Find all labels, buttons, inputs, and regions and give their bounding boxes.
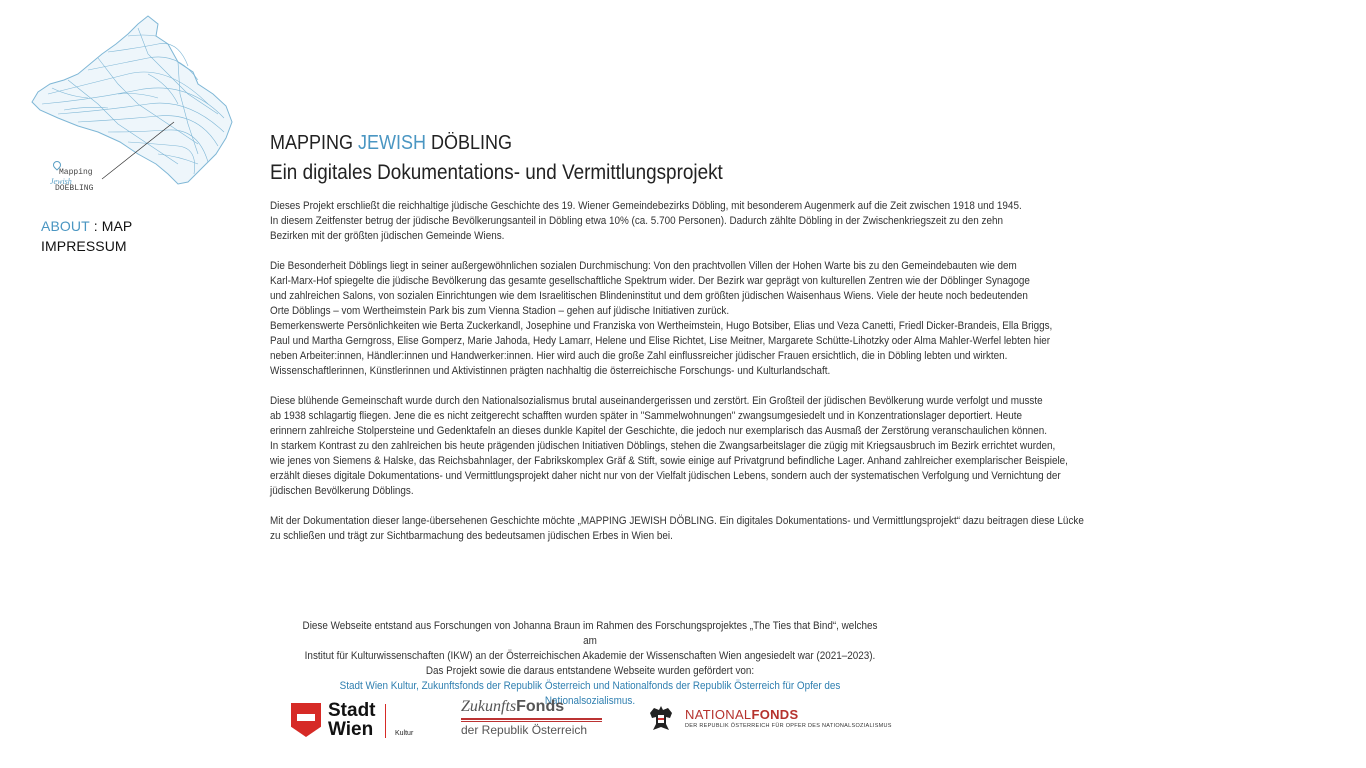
page-title [270,130,512,156]
credits [302,619,878,709]
austrian-eagle-icon [648,704,674,732]
about-text [270,199,1089,559]
paragraph-intro: Dieses Projekt erschließt die reichhaltige jüdische Geschichte des 19. Wiener Gemeindebezirks Döbling, mit besonderem Augenmerk auf die Zeit zwischen 1918 und 1945. In diesem Zeitfenster betrug der jüdische Bevölkerungsanteil in Döbling etwa 10% (ca. 5.700 Personen). Dadurch zählte Döbling in der Zwischenkriegszeit zu den zehn Bezirken mit der größten jüdischen Gemeinde Wiens. [270,200,1022,242]
title-part-1: MAPPING [270,132,359,154]
zf-logo-sub: der Republik Österreich [461,723,588,737]
wien-divider [385,704,386,738]
logo-text-jewish: Jewish [50,177,72,186]
wien-logo-line1: Stadt [328,700,376,721]
nf-logo-light: NATIONAL [685,707,752,722]
nav-map-link[interactable]: MAP [101,218,133,234]
nav-about-link[interactable]: ABOUT [41,218,90,234]
logo-text-doebling: DOEBLING [55,184,94,193]
title-highlight: JEWISH [358,132,427,154]
zf-logo-title [461,698,564,716]
stadt-wien-logo[interactable] [291,698,421,742]
nav-separator: : [93,218,98,234]
zf-logo-rule [461,718,602,720]
funders-link[interactable]: Stadt Wien Kultur, Zukunftsfonds der Republik Österreich und Nationalfonds der Republik Österreich für Opfer des Nationalsozialismus. [339,680,841,707]
nf-logo-sub: DER REPUBLIK ÖSTERREICH FÜR OPFER DES NATIONALSOZIALISMUS [685,723,892,729]
nav-impressum-link[interactable]: IMPRESSUM [41,238,127,254]
wien-logo-kultur: Kultur [395,730,414,737]
paragraph-society: Die Besonderheit Döblings liegt in seiner außergewöhnlichen sozialen Durchmischung: Von den prachtvollen Villen der Hohen Warte bis zu den Gemeindebauten wie dem Karl-Marx-Hof spiegelte die jüdische Bevölkerung das gesamte gesellschaftliche Spektrum wider. Der Bezirk war geprägt von kulturellen Zentren wie der Döblinger Synagoge und zahlreichen Salons, von sozialen Einrichtungen wie dem Israelitischen Blindeninstitut und dem größten jüdischen Waisenhaus Wiens. Viele der heute noch bedeutenden Orte Döblings – vom Wertheimstein Park bis zum Vienna Stadion – gehen auf jüdische Initiativen zurück. Bemerkenswerte Persönlichkeiten wie Berta Zuckerkandl, Josephine und Franziska von Wertheimstein, Hugo Botsiber, Elias und Veza Canetti, Friedl Dicker-Brandeis, Ella Briggs, Paul und Martha Gerngross, Elise Gomperz, Marie Jahoda, Hedy Lamarr, Helene und Elise Richtet, Lise Meitner, Margarete Schütte-Lihotzky oder Alma Mahler-Werfel lebten hier neben Arbeiter:innen, Händler:innen und Handwerker:innen. Hier wird auch die große Zahl einflussreicher jüdischer Frauen ersichtlich, die in Döbling lebten und wirkten. Wissenschaftlerinnen, Künstlerinnen und Aktivistinnen prägten nachhaltig die österreichische Forschungs- und Kulturlandschaft. [270,260,1053,377]
zf-logo-rule-2 [461,721,602,722]
title-part-2: DÖBLING [426,132,513,154]
wien-logo-line2: Wien [328,719,374,740]
wien-flag-icon [291,703,321,737]
site-logo[interactable] [28,14,234,194]
credits-line-2: Institut für Kulturwissenschaften (IKW) an der Österreichischen Akademie der Wissenschaften Wien angesiedelt war (2021–2023). [304,650,876,662]
paragraph-goal: Mit der Dokumentation dieser lange-übersehenen Geschichte möchte „MAPPING JEWISH DÖBLING. Ein digitales Dokumentations- und Vermittlungsprojekt“ dazu beitragen diese Lücke zu schließen und trägt zur Sichtbarmachung des bedeutsamen jüdischen Erbes in Wien bei. [270,515,1084,542]
nf-logo-title [685,708,798,722]
paragraph-persecution: Diese blühende Gemeinschaft wurde durch den Nationalsozialismus brutal auseinandergerissen und zerstört. Ein Großteil der jüdischen Bevölkerung wurde verfolgt und musste ab 1938 schlagartig fliegen. Jene die es nicht zeitgerecht schafften wurden später in "Sammelwohnungen" zwangsumgesiedelt und in Konzentrationslager deportiert. Heute erinnern zahlreiche Stolpersteine und Gedenktafeln an dieses dunkle Kapitel der Geschichte, die jedoch nur exemplarisch das Ausmaß der Zerstörung veranschaulichen können. In starkem Kontrast zu den zahlreichen bis heute prägenden jüdischen Initiativen Döblings, stehen die Zwangsarbeitslager die zügig mit Kriegsausbruch im Bezirk errichtet wurden, wie jenes von Siemens & Halske, das Reichsbahnlager, der Fabrikskomplex Gräf & Stift, sowie einige auf Privatgrund befindliche Lager. Anhand zahlreicher exemplarischer Beispiele, erzählt dieses digitale Dokumentations- und Vermittlungsprojekt daher nicht nur von der Vielfalt jüdischen Lebens, sondern auch der systematischen Verfolgung und Vernichtung der jüdischen Bevölkerung Döblings. [270,395,1068,497]
zukunftsfonds-logo[interactable] [461,698,606,742]
zf-logo-italic: Zukunfts [461,698,517,715]
main-nav [41,216,132,256]
nationalfonds-logo[interactable] [648,698,908,742]
zf-logo-bold: Fonds [516,698,565,715]
nf-logo-bold: FONDS [751,707,799,722]
credits-line-3: Das Projekt sowie die daraus entstandene Webseite wurden gefördert von: [425,665,755,677]
page-subtitle: Ein digitales Dokumentations- und Vermittlungsprojekt [270,161,723,184]
logo-text-mapping: Mapping [59,168,93,177]
credits-line-1: Diese Webseite entstand aus Forschungen von Johanna Braun im Rahmen des Forschungsprojektes „The Ties that Bind“, welches am [302,620,878,647]
